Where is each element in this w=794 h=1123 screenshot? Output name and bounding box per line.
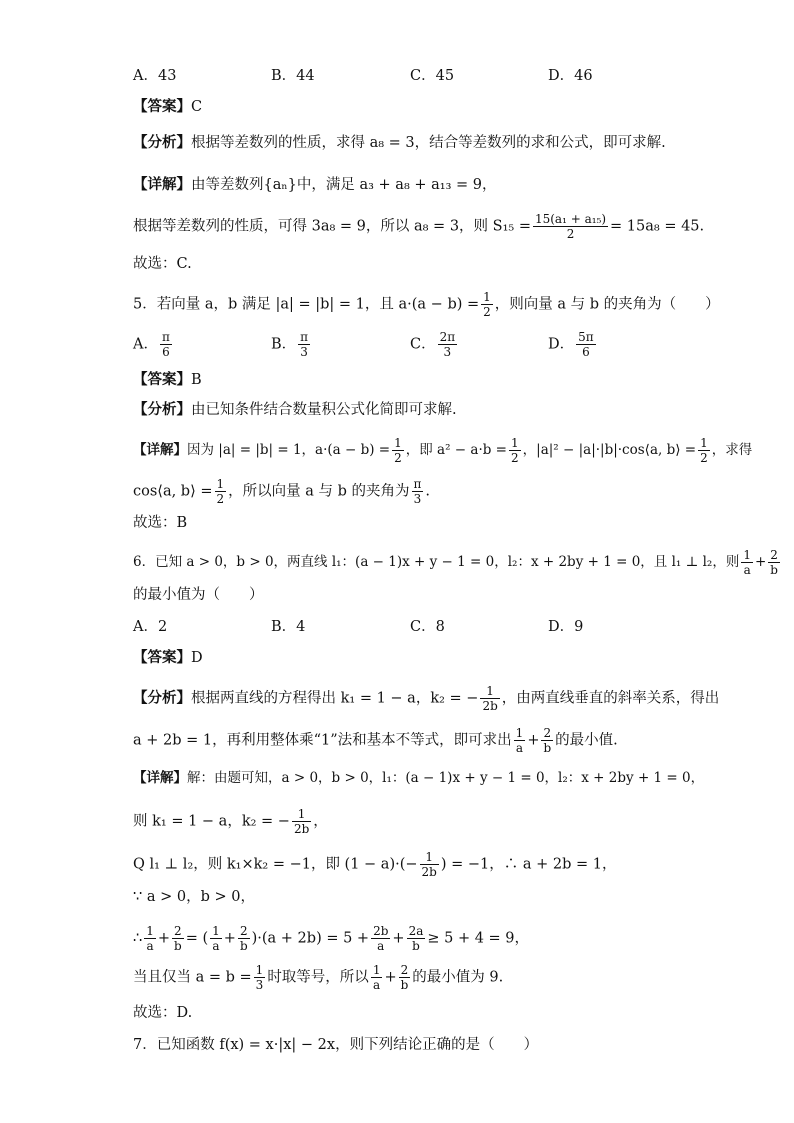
q5-detail: 【详解】因为 |a| = |b| = 1，a·(a − b) = $\frac{1}{2}$ ，即 a² − a·b = $\frac{1}{2}$ ，|a|² − |a|·|b|·cos⟨a, b⟩ = $\frac{1}{2}$ ，求得 (133, 436, 753, 465)
q4-option-b: B．44 (271, 68, 315, 84)
detail-tag: 【详解】 (133, 442, 187, 458)
detail-tag: 【详解】 (133, 770, 187, 786)
q6-option-b: B．4 (271, 619, 306, 635)
q6-option-d: D．9 (548, 619, 584, 635)
q4-option-d: D．46 (548, 68, 593, 84)
q6-detail-line5: ∴ $\frac{1}{a}$ + $\frac{2}{b}$ = ( $\frac{1}{a}$ + $\frac{2}{b}$ )·(a + 2b) = 5 + $\frac{2b}{a}$ + $\frac{2a}{b}$ ≥ 5 + 4 = 9， (133, 924, 530, 953)
q7-stem: 7．已知函数 f(x) = x·|x| − 2x，则下列结论正确的是（ ） (133, 1037, 539, 1053)
answer-tag: 【答案】 (133, 372, 191, 388)
q6-stem-line2: 的最小值为（ ） (133, 587, 264, 603)
q4-option-c: C．45 (410, 68, 455, 84)
q6-option-a: A．2 (133, 619, 168, 635)
q5-stem (133, 290, 720, 319)
q4-choice: 故选：C. (133, 256, 192, 272)
q6-analysis-line2: a + 2b = 1，再利用整体乘“1”法和基本不等式，即可求出 $\frac{1}{a}$ + $\frac{2}{b}$ 的最小值. (133, 726, 618, 755)
q5-option-a: A． $\frac{\pi}{6}$ (133, 330, 170, 359)
q6-detail-line2: 则 k₁ = 1 − a，k₂ = − $\frac{1}{2b}$ ， (133, 807, 328, 836)
q4-option-a: A．43 (133, 68, 177, 84)
detail-text: 由等差数列{aₙ}中，满足 a₃ + a₈ + a₁₃ = 9， (191, 177, 497, 193)
detail-text: = 15a₈ = 45. (610, 218, 705, 235)
q4-detail (133, 175, 497, 195)
q6-option-c: C．8 (410, 619, 445, 635)
q6-detail-line4: ∵ a > 0，b > 0， (133, 889, 255, 905)
q5-analysis (133, 400, 457, 420)
detail-text: 根据等差数列的性质，可得 3a₈ = 9，所以 a₈ = 3，则 S₁₅ = (133, 218, 531, 235)
answer-tag: 【答案】 (133, 650, 191, 666)
q6-detail-line6: 当且仅当 a = b = $\frac{1}{3}$ 时取等号，所以 $\frac{1}{a}$ + $\frac{2}{b}$ 的最小值为 9. (133, 963, 504, 992)
detail-tag: 【详解】 (133, 177, 191, 193)
q4-answer (133, 97, 202, 117)
question-text: ，则向量 a 与 b 的夹角为（ ） (494, 296, 720, 313)
q6-stem: 6．已知 a > 0，b > 0，两直线 l₁：(a − 1)x + y − 1 = 0，l₂：x + 2by + 1 = 0，且 l₁ ⊥ l₂，则 $\frac{1}{a}$ + $\frac{2}{b}$ (133, 548, 778, 577)
question-text: 5．若向量 a，b 满足 |a| = |b| = 1，且 a·(a − b) = (133, 296, 480, 313)
q5-option-c: C． $\frac{2\pi}{3}$ (410, 330, 456, 359)
q5-answer (133, 370, 202, 390)
analysis-tag: 【分析】 (133, 135, 191, 151)
answer-value: B (191, 372, 202, 388)
q6-detail: 【详解】解：由题可知，a > 0，b > 0，l₁：(a − 1)x + y − 1 = 0，l₂：x + 2by + 1 = 0， (133, 770, 705, 786)
q6-answer (133, 648, 203, 668)
fraction: $\frac{\text{15(a₁ + a₁₅)}}{2}$ (534, 212, 607, 241)
q5-detail-line2: cos⟨a, b⟩ = $\frac{1}{2}$ ，所以向量 a 与 b 的夹角为 $\frac{\pi}{3}$ . (133, 477, 431, 506)
answer-value: D (191, 650, 203, 666)
answer-tag: 【答案】 (133, 99, 191, 115)
analysis-tag: 【分析】 (133, 402, 191, 418)
analysis-text: 根据等差数列的性质，求得 a₈ = 3，结合等差数列的求和公式，即可求解. (191, 135, 666, 151)
q6-choice: 故选：D. (133, 1005, 193, 1021)
answer-value: C (191, 99, 203, 115)
analysis-text: 由已知条件结合数量积公式化简即可求解. (191, 402, 457, 418)
q6-detail-line3: Q l₁ ⊥ l₂，则 k₁×k₂ = −1，即 (1 − a)·(− $\frac{1}{2b}$ ) = −1，∴ a + 2b = 1， (133, 850, 617, 879)
q4-analysis (133, 133, 666, 153)
q5-choice: 故选：B (133, 515, 188, 531)
q4-detail-line2 (133, 212, 704, 241)
fraction: $\frac{1}{2}$ (483, 290, 491, 319)
q5-option-d: D． $\frac{5\pi}{6}$ (548, 330, 594, 359)
q6-analysis: 【分析】根据两直线的方程得出 k₁ = 1 − a，k₂ = − $\frac{1}{2b}$ ，由两直线垂直的斜率关系，得出 (133, 684, 720, 713)
analysis-tag: 【分析】 (133, 690, 191, 707)
q5-option-b: B． $\frac{\pi}{3}$ (271, 330, 309, 359)
